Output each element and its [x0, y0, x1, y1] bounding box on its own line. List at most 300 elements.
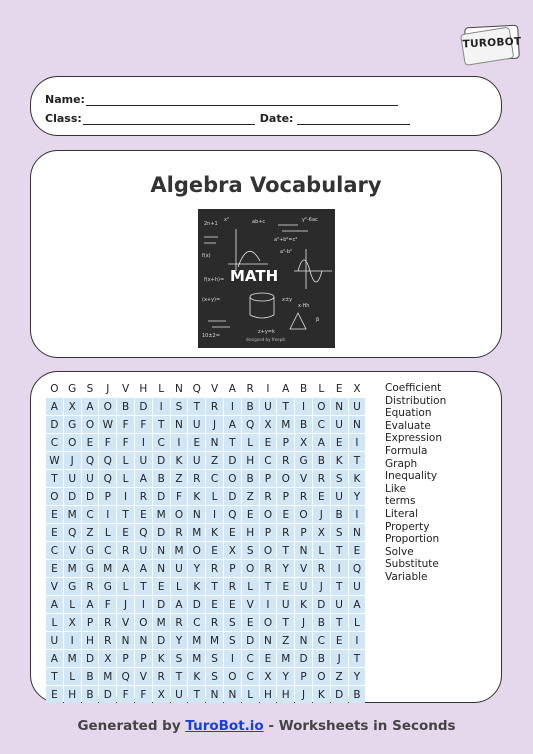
grid-cell[interactable]: L	[242, 686, 259, 703]
grid-cell[interactable]: U	[295, 578, 312, 595]
class-field[interactable]	[83, 113, 255, 125]
grid-cell[interactable]: F	[99, 596, 116, 613]
grid-cell[interactable]: U	[171, 560, 188, 577]
grid-cell[interactable]: O	[46, 380, 63, 397]
grid-cell[interactable]: T	[188, 686, 205, 703]
grid-cell[interactable]: B	[331, 506, 348, 523]
grid-cell[interactable]: D	[153, 632, 170, 649]
grid-cell[interactable]: R	[313, 560, 330, 577]
grid-cell[interactable]: I	[349, 434, 366, 451]
grid-cell[interactable]: T	[188, 398, 205, 415]
grid-cell[interactable]: M	[277, 650, 294, 667]
grid-cell[interactable]: S	[206, 650, 223, 667]
grid-cell[interactable]: Q	[82, 452, 99, 469]
grid-cell[interactable]: T	[331, 578, 348, 595]
grid-cell[interactable]: L	[313, 542, 330, 559]
grid-cell[interactable]: D	[46, 416, 63, 433]
grid-cell[interactable]: J	[313, 578, 330, 595]
grid-cell[interactable]: E	[260, 650, 277, 667]
grid-cell[interactable]: U	[82, 470, 99, 487]
grid-cell[interactable]: E	[117, 524, 134, 541]
grid-cell[interactable]: L	[64, 596, 81, 613]
grid-cell[interactable]: O	[277, 470, 294, 487]
grid-cell[interactable]: S	[331, 470, 348, 487]
grid-cell[interactable]: L	[117, 452, 134, 469]
grid-cell[interactable]: K	[331, 452, 348, 469]
grid-cell[interactable]: R	[153, 668, 170, 685]
grid-cell[interactable]: J	[331, 650, 348, 667]
grid-cell[interactable]: S	[171, 398, 188, 415]
grid-cell[interactable]: O	[313, 398, 330, 415]
grid-cell[interactable]: N	[331, 398, 348, 415]
grid-cell[interactable]: D	[331, 686, 348, 703]
grid-cell[interactable]: X	[64, 398, 81, 415]
grid-cell[interactable]: I	[295, 398, 312, 415]
grid-cell[interactable]: Z	[331, 668, 348, 685]
grid-cell[interactable]: X	[313, 524, 330, 541]
grid-cell[interactable]: P	[135, 650, 152, 667]
grid-cell[interactable]: V	[46, 578, 63, 595]
grid-cell[interactable]: I	[135, 434, 152, 451]
grid-cell[interactable]: E	[349, 542, 366, 559]
grid-cell[interactable]: B	[295, 416, 312, 433]
grid-cell[interactable]: M	[99, 668, 116, 685]
grid-cell[interactable]: F	[117, 434, 134, 451]
grid-cell[interactable]: H	[64, 686, 81, 703]
grid-cell[interactable]: O	[224, 470, 241, 487]
grid-cell[interactable]: V	[117, 380, 134, 397]
grid-cell[interactable]: V	[242, 596, 259, 613]
grid-cell[interactable]: K	[295, 596, 312, 613]
grid-cell[interactable]: T	[117, 506, 134, 523]
grid-cell[interactable]: V	[206, 380, 223, 397]
grid-cell[interactable]: Z	[171, 470, 188, 487]
grid-cell[interactable]: D	[313, 596, 330, 613]
grid-cell[interactable]: D	[224, 452, 241, 469]
grid-cell[interactable]: I	[135, 596, 152, 613]
grid-cell[interactable]: S	[206, 668, 223, 685]
grid-cell[interactable]: S	[224, 632, 241, 649]
grid-cell[interactable]: D	[188, 596, 205, 613]
grid-cell[interactable]: Q	[99, 470, 116, 487]
grid-cell[interactable]: T	[349, 650, 366, 667]
grid-cell[interactable]: E	[331, 632, 348, 649]
grid-cell[interactable]: E	[46, 560, 63, 577]
grid-cell[interactable]: E	[135, 506, 152, 523]
grid-cell[interactable]: M	[188, 650, 205, 667]
grid-cell[interactable]: I	[260, 596, 277, 613]
grid-cell[interactable]: F	[135, 686, 152, 703]
grid-cell[interactable]: A	[224, 380, 241, 397]
grid-cell[interactable]: M	[171, 542, 188, 559]
grid-cell[interactable]: B	[313, 650, 330, 667]
grid-cell[interactable]: B	[82, 668, 99, 685]
footer-link[interactable]: TuroBot.io	[185, 718, 264, 734]
grid-cell[interactable]: E	[153, 578, 170, 595]
grid-cell[interactable]: T	[277, 398, 294, 415]
grid-cell[interactable]: T	[277, 614, 294, 631]
grid-cell[interactable]: U	[188, 452, 205, 469]
grid-cell[interactable]: A	[82, 398, 99, 415]
grid-cell[interactable]: L	[153, 380, 170, 397]
grid-cell[interactable]: B	[242, 470, 259, 487]
grid-cell[interactable]: I	[260, 380, 277, 397]
grid-cell[interactable]: R	[260, 560, 277, 577]
grid-cell[interactable]: P	[99, 488, 116, 505]
grid-cell[interactable]: I	[153, 398, 170, 415]
grid-cell[interactable]: J	[206, 416, 223, 433]
grid-cell[interactable]: S	[224, 614, 241, 631]
grid-cell[interactable]: N	[206, 434, 223, 451]
grid-cell[interactable]: Q	[99, 452, 116, 469]
grid-cell[interactable]: O	[242, 560, 259, 577]
grid-cell[interactable]: H	[242, 524, 259, 541]
grid-cell[interactable]: M	[153, 614, 170, 631]
grid-cell[interactable]: W	[46, 452, 63, 469]
grid-cell[interactable]: E	[46, 686, 63, 703]
grid-cell[interactable]: T	[46, 470, 63, 487]
grid-cell[interactable]: E	[331, 434, 348, 451]
grid-cell[interactable]: D	[99, 686, 116, 703]
grid-cell[interactable]: X	[64, 614, 81, 631]
grid-cell[interactable]: T	[349, 452, 366, 469]
grid-cell[interactable]: U	[349, 578, 366, 595]
grid-cell[interactable]: J	[295, 614, 312, 631]
grid-cell[interactable]: U	[349, 398, 366, 415]
grid-cell[interactable]: K	[188, 488, 205, 505]
grid-cell[interactable]: U	[135, 452, 152, 469]
grid-cell[interactable]: L	[206, 488, 223, 505]
grid-cell[interactable]: D	[224, 488, 241, 505]
grid-cell[interactable]: A	[82, 596, 99, 613]
grid-cell[interactable]: F	[117, 686, 134, 703]
grid-cell[interactable]: U	[331, 488, 348, 505]
grid-cell[interactable]: N	[295, 632, 312, 649]
grid-cell[interactable]: C	[46, 434, 63, 451]
grid-cell[interactable]: T	[224, 434, 241, 451]
grid-cell[interactable]: R	[260, 488, 277, 505]
grid-cell[interactable]: D	[64, 488, 81, 505]
grid-cell[interactable]: K	[188, 668, 205, 685]
grid-cell[interactable]: K	[206, 524, 223, 541]
grid-cell[interactable]: G	[64, 416, 81, 433]
grid-cell[interactable]: A	[349, 596, 366, 613]
grid-cell[interactable]: Y	[188, 560, 205, 577]
grid-cell[interactable]: D	[153, 524, 170, 541]
grid-cell[interactable]: D	[153, 596, 170, 613]
grid-cell[interactable]: C	[206, 470, 223, 487]
grid-cell[interactable]: N	[153, 560, 170, 577]
grid-cell[interactable]: U	[331, 596, 348, 613]
grid-cell[interactable]: I	[171, 434, 188, 451]
grid-cell[interactable]: O	[224, 668, 241, 685]
grid-cell[interactable]: Q	[242, 416, 259, 433]
grid-cell[interactable]: R	[206, 614, 223, 631]
grid-cell[interactable]: M	[64, 560, 81, 577]
grid-cell[interactable]: B	[313, 614, 330, 631]
grid-cell[interactable]: L	[117, 578, 134, 595]
grid-cell[interactable]: O	[313, 668, 330, 685]
grid-cell[interactable]: O	[295, 506, 312, 523]
grid-cell[interactable]: R	[277, 452, 294, 469]
grid-cell[interactable]: D	[242, 632, 259, 649]
grid-cell[interactable]: N	[206, 686, 223, 703]
grid-cell[interactable]: N	[135, 632, 152, 649]
grid-cell[interactable]: H	[242, 452, 259, 469]
grid-cell[interactable]: D	[153, 452, 170, 469]
grid-cell[interactable]: P	[260, 470, 277, 487]
grid-cell[interactable]: X	[260, 668, 277, 685]
grid-cell[interactable]: M	[206, 632, 223, 649]
grid-cell[interactable]: G	[99, 578, 116, 595]
grid-cell[interactable]: R	[277, 524, 294, 541]
grid-cell[interactable]: K	[313, 686, 330, 703]
grid-cell[interactable]: F	[171, 488, 188, 505]
grid-cell[interactable]: C	[313, 632, 330, 649]
grid-cell[interactable]: T	[331, 542, 348, 559]
grid-cell[interactable]: C	[313, 416, 330, 433]
date-field[interactable]	[297, 113, 410, 125]
grid-cell[interactable]: L	[117, 470, 134, 487]
grid-cell[interactable]: D	[135, 398, 152, 415]
grid-cell[interactable]: Y	[349, 488, 366, 505]
grid-cell[interactable]: R	[224, 578, 241, 595]
grid-cell[interactable]: M	[64, 650, 81, 667]
grid-cell[interactable]: L	[171, 578, 188, 595]
grid-cell[interactable]: L	[46, 614, 63, 631]
grid-cell[interactable]: I	[224, 650, 241, 667]
grid-cell[interactable]: U	[188, 416, 205, 433]
grid-cell[interactable]: E	[260, 434, 277, 451]
grid-cell[interactable]: Q	[64, 524, 81, 541]
grid-cell[interactable]: R	[117, 542, 134, 559]
grid-cell[interactable]: R	[242, 380, 259, 397]
grid-cell[interactable]: L	[242, 434, 259, 451]
grid-cell[interactable]: N	[349, 416, 366, 433]
grid-cell[interactable]: P	[295, 668, 312, 685]
grid-cell[interactable]: T	[260, 578, 277, 595]
grid-cell[interactable]: R	[206, 560, 223, 577]
name-field[interactable]	[86, 94, 398, 106]
grid-cell[interactable]: M	[188, 524, 205, 541]
grid-cell[interactable]: Z	[242, 488, 259, 505]
grid-cell[interactable]: A	[135, 560, 152, 577]
grid-cell[interactable]: Z	[277, 632, 294, 649]
grid-cell[interactable]: U	[135, 542, 152, 559]
grid-cell[interactable]: O	[188, 542, 205, 559]
grid-cell[interactable]: F	[117, 416, 134, 433]
grid-cell[interactable]: U	[46, 632, 63, 649]
grid-cell[interactable]: B	[313, 452, 330, 469]
grid-cell[interactable]: R	[206, 398, 223, 415]
grid-cell[interactable]: A	[313, 434, 330, 451]
grid-cell[interactable]: I	[331, 560, 348, 577]
grid-cell[interactable]: Z	[206, 452, 223, 469]
grid-cell[interactable]: D	[82, 488, 99, 505]
grid-cell[interactable]: Q	[135, 524, 152, 541]
grid-cell[interactable]: K	[188, 578, 205, 595]
grid-cell[interactable]: C	[99, 542, 116, 559]
grid-cell[interactable]: E	[242, 614, 259, 631]
grid-cell[interactable]: I	[224, 398, 241, 415]
grid-cell[interactable]: A	[171, 596, 188, 613]
grid-cell[interactable]: O	[82, 416, 99, 433]
grid-cell[interactable]: Q	[349, 560, 366, 577]
grid-cell[interactable]: Q	[188, 380, 205, 397]
grid-cell[interactable]: W	[99, 416, 116, 433]
grid-cell[interactable]: A	[46, 596, 63, 613]
grid-cell[interactable]: N	[349, 524, 366, 541]
grid-cell[interactable]: T	[135, 578, 152, 595]
grid-cell[interactable]: M	[99, 560, 116, 577]
grid-cell[interactable]: P	[224, 560, 241, 577]
grid-cell[interactable]: V	[295, 560, 312, 577]
grid-cell[interactable]: N	[188, 506, 205, 523]
grid-cell[interactable]: D	[295, 650, 312, 667]
grid-cell[interactable]: C	[82, 506, 99, 523]
grid-cell[interactable]: U	[260, 398, 277, 415]
grid-cell[interactable]: K	[349, 470, 366, 487]
grid-cell[interactable]: T	[331, 614, 348, 631]
grid-cell[interactable]: X	[99, 650, 116, 667]
grid-cell[interactable]: N	[260, 632, 277, 649]
grid-cell[interactable]: X	[224, 542, 241, 559]
grid-cell[interactable]: R	[99, 614, 116, 631]
grid-cell[interactable]: C	[153, 434, 170, 451]
grid-cell[interactable]: N	[171, 380, 188, 397]
grid-cell[interactable]: A	[135, 470, 152, 487]
grid-cell[interactable]: U	[277, 596, 294, 613]
grid-cell[interactable]: T	[206, 578, 223, 595]
grid-cell[interactable]: T	[46, 668, 63, 685]
grid-cell[interactable]: P	[295, 524, 312, 541]
grid-cell[interactable]: I	[64, 632, 81, 649]
grid-cell[interactable]: E	[224, 524, 241, 541]
grid-cell[interactable]: V	[135, 668, 152, 685]
grid-cell[interactable]: X	[260, 416, 277, 433]
grid-cell[interactable]: O	[260, 614, 277, 631]
grid-cell[interactable]: V	[117, 614, 134, 631]
grid-cell[interactable]: L	[242, 578, 259, 595]
grid-cell[interactable]: O	[99, 398, 116, 415]
grid-cell[interactable]: G	[64, 380, 81, 397]
grid-cell[interactable]: C	[260, 452, 277, 469]
grid-cell[interactable]: N	[171, 416, 188, 433]
grid-cell[interactable]: A	[46, 398, 63, 415]
grid-cell[interactable]: E	[46, 506, 63, 523]
grid-cell[interactable]: J	[117, 596, 134, 613]
grid-cell[interactable]: R	[313, 470, 330, 487]
grid-cell[interactable]: G	[82, 542, 99, 559]
grid-cell[interactable]: B	[117, 398, 134, 415]
grid-cell[interactable]: E	[331, 380, 348, 397]
grid-cell[interactable]: Z	[82, 524, 99, 541]
grid-cell[interactable]: U	[171, 686, 188, 703]
grid-cell[interactable]: Q	[224, 506, 241, 523]
grid-cell[interactable]: I	[117, 488, 134, 505]
grid-cell[interactable]: H	[82, 632, 99, 649]
grid-cell[interactable]: X	[153, 686, 170, 703]
grid-cell[interactable]: E	[277, 578, 294, 595]
grid-cell[interactable]: B	[295, 380, 312, 397]
grid-cell[interactable]: Y	[349, 668, 366, 685]
grid-cell[interactable]: L	[99, 524, 116, 541]
grid-cell[interactable]: C	[188, 614, 205, 631]
grid-cell[interactable]: V	[64, 542, 81, 559]
grid-cell[interactable]: H	[277, 686, 294, 703]
grid-cell[interactable]: T	[153, 416, 170, 433]
grid-cell[interactable]: D	[82, 650, 99, 667]
grid-cell[interactable]: E	[242, 506, 259, 523]
grid-cell[interactable]: I	[206, 506, 223, 523]
grid-cell[interactable]: G	[295, 452, 312, 469]
grid-cell[interactable]: T	[171, 668, 188, 685]
grid-cell[interactable]: J	[99, 380, 116, 397]
grid-cell[interactable]: O	[260, 542, 277, 559]
grid-cell[interactable]: B	[242, 398, 259, 415]
grid-cell[interactable]: B	[82, 686, 99, 703]
grid-cell[interactable]: O	[64, 434, 81, 451]
grid-cell[interactable]: E	[206, 542, 223, 559]
grid-cell[interactable]: F	[99, 434, 116, 451]
grid-cell[interactable]: N	[224, 686, 241, 703]
grid-cell[interactable]: Y	[277, 560, 294, 577]
grid-cell[interactable]: M	[188, 632, 205, 649]
grid-cell[interactable]: E	[313, 488, 330, 505]
grid-cell[interactable]: M	[153, 506, 170, 523]
grid-cell[interactable]: R	[171, 524, 188, 541]
grid-cell[interactable]: C	[46, 542, 63, 559]
grid-cell[interactable]: F	[135, 416, 152, 433]
grid-cell[interactable]: P	[82, 614, 99, 631]
grid-cell[interactable]: D	[153, 488, 170, 505]
grid-cell[interactable]: S	[171, 650, 188, 667]
grid-cell[interactable]: R	[135, 488, 152, 505]
grid-cell[interactable]: I	[349, 506, 366, 523]
grid-cell[interactable]: E	[82, 434, 99, 451]
grid-cell[interactable]: Y	[277, 668, 294, 685]
grid-cell[interactable]: O	[171, 506, 188, 523]
grid-cell[interactable]: G	[64, 578, 81, 595]
grid-cell[interactable]: O	[260, 506, 277, 523]
grid-cell[interactable]: Y	[171, 632, 188, 649]
grid-cell[interactable]: R	[82, 578, 99, 595]
grid-cell[interactable]: N	[117, 632, 134, 649]
grid-cell[interactable]: I	[349, 632, 366, 649]
grid-cell[interactable]: J	[295, 686, 312, 703]
grid-cell[interactable]: S	[82, 380, 99, 397]
grid-cell[interactable]: E	[277, 506, 294, 523]
grid-cell[interactable]: O	[135, 614, 152, 631]
grid-cell[interactable]: R	[188, 470, 205, 487]
grid-cell[interactable]: R	[171, 614, 188, 631]
grid-cell[interactable]: S	[331, 524, 348, 541]
grid-cell[interactable]: P	[277, 488, 294, 505]
grid-cell[interactable]: A	[277, 380, 294, 397]
grid-cell[interactable]: L	[313, 380, 330, 397]
grid-cell[interactable]: K	[153, 650, 170, 667]
grid-cell[interactable]: M	[277, 416, 294, 433]
grid-cell[interactable]: A	[46, 650, 63, 667]
grid-cell[interactable]: C	[242, 650, 259, 667]
grid-cell[interactable]: J	[313, 506, 330, 523]
grid-cell[interactable]: S	[242, 542, 259, 559]
grid-cell[interactable]: P	[117, 650, 134, 667]
grid-cell[interactable]: H	[260, 686, 277, 703]
grid-cell[interactable]: T	[277, 542, 294, 559]
grid-cell[interactable]: C	[242, 668, 259, 685]
grid-cell[interactable]: O	[46, 488, 63, 505]
